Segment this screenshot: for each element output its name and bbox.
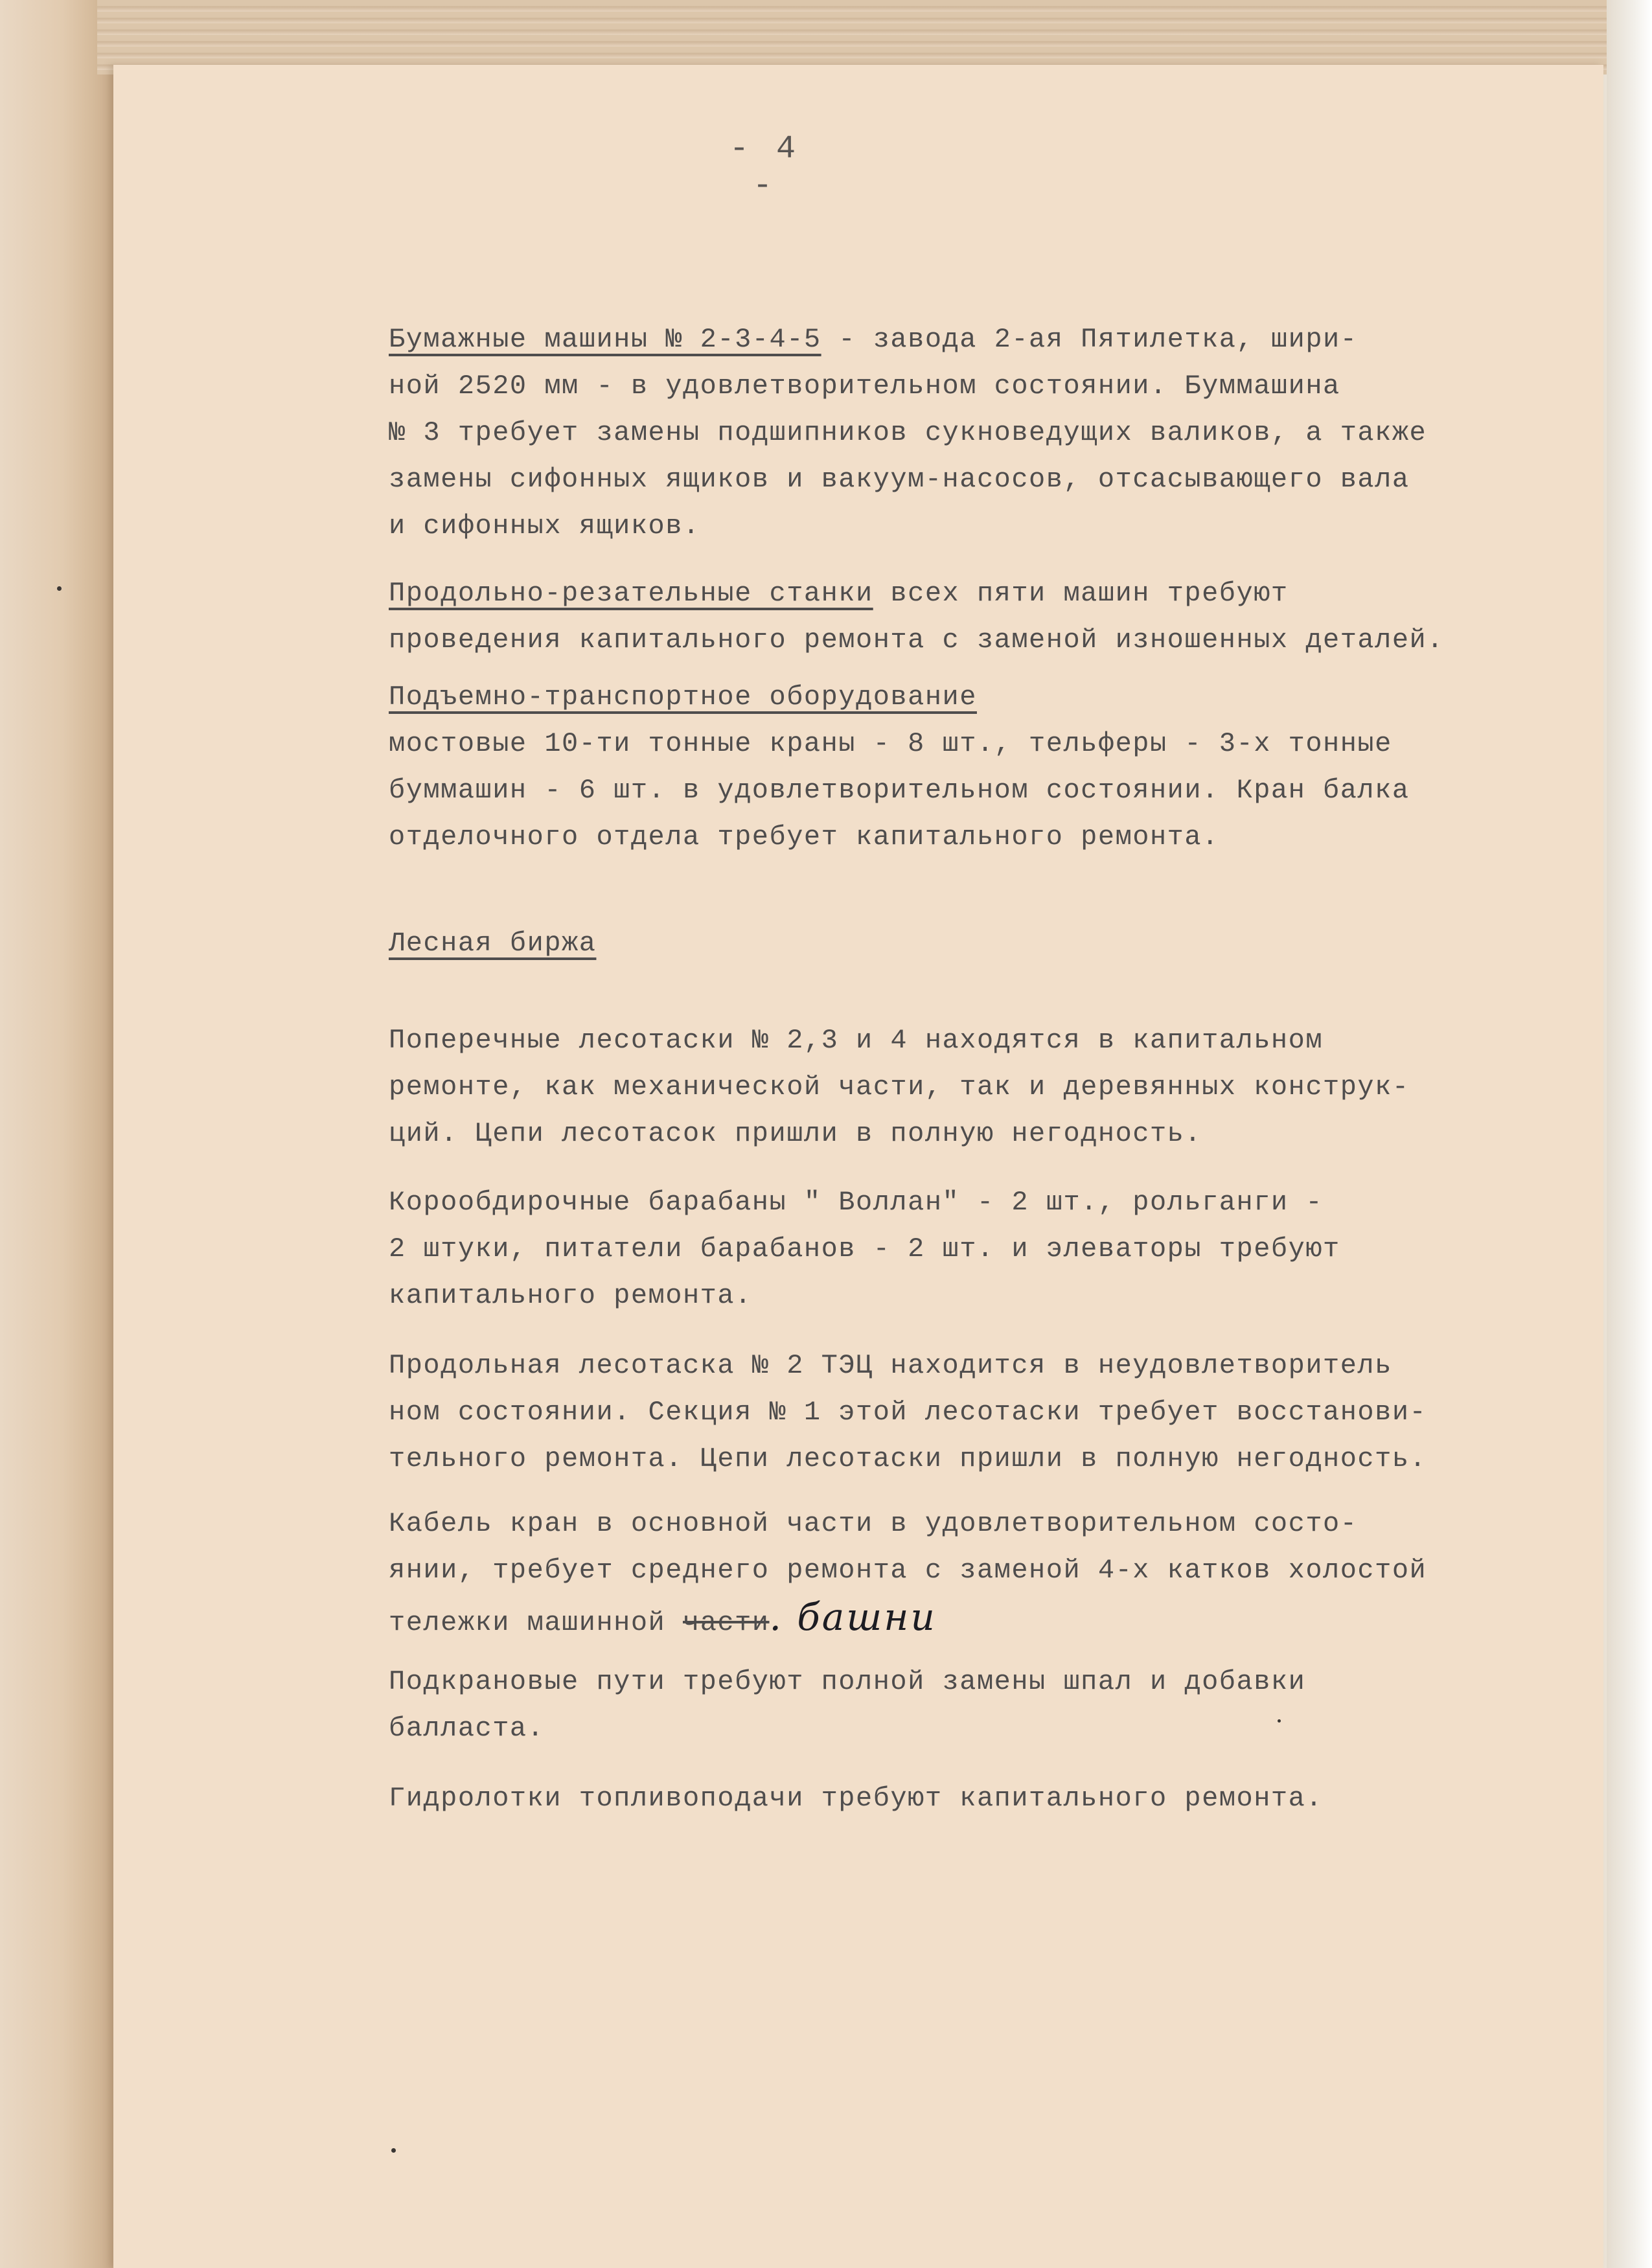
text-line: отделочного отдела требует капитального ремонта. xyxy=(389,821,1219,853)
section-heading: Продольно-резательные станки xyxy=(389,578,873,609)
paper-speck xyxy=(57,586,62,591)
handwritten-correction: . башни xyxy=(769,1595,937,1639)
text-line: проведения капитального ремонта с заменой изношенных деталей. xyxy=(389,624,1444,656)
paper-stack-top xyxy=(97,0,1607,74)
struck-word: части xyxy=(682,1607,770,1638)
text-line: янии, требует среднего ремонта с заменой 4-х катков холостой xyxy=(389,1555,1427,1586)
section-heading: Бумажные машины № 2-3-4-5 xyxy=(389,324,821,355)
text-line: Продольная лесотаска № 2 ТЭЦ находится в неудовлетворитель xyxy=(389,1350,1392,1381)
binding-edge xyxy=(0,0,113,2268)
scan-margin-right xyxy=(1607,0,1652,2268)
paragraph-lifting-equipment xyxy=(389,674,1607,860)
section-heading: Лесная биржа xyxy=(389,928,597,959)
text-line: буммашин - 6 шт. в удовлетворительном состоянии. Кран балка xyxy=(389,775,1410,806)
text-line: 2 штуки, питатели барабанов - 2 шт. и элеваторы требуют xyxy=(389,1233,1340,1265)
text-line: ремонте, как механической части, так и деревянных конструк- xyxy=(389,1071,1410,1103)
paper-speck xyxy=(391,2148,396,2153)
text-line: ном состоянии. Секция № 1 этой лесотаски требует восстанови- xyxy=(389,1397,1427,1428)
paragraph-debarking-drums xyxy=(389,1179,1607,1319)
text-line: ной 2520 мм - в удовлетворительном состоянии. Буммашина xyxy=(389,371,1340,402)
text-line: капитального ремонта. xyxy=(389,1280,752,1311)
line-text: тележки машинной xyxy=(389,1607,666,1638)
paragraph-timber-yard-heading xyxy=(389,920,1607,967)
text-line: балласта. xyxy=(389,1713,545,1744)
section-heading: Подъемно-транспортное оборудование xyxy=(389,682,977,713)
text-line xyxy=(389,674,1607,720)
text-line: № 3 требует замены подшипников сукноведущих валиков, а также xyxy=(389,417,1427,448)
paragraph-cross-conveyors xyxy=(389,1017,1607,1157)
text-line xyxy=(389,920,1607,967)
line-text: всех пяти машин требуют xyxy=(873,578,1289,609)
paragraph-hydraulic-chutes xyxy=(389,1775,1607,1822)
paragraph-cable-crane xyxy=(389,1500,1607,1640)
paragraph-slitting-machines xyxy=(389,570,1607,663)
text-line: мостовые 10-ти тонные краны - 8 шт., тельферы - 3-х тонные xyxy=(389,728,1392,759)
text-line: Кабель кран в основной части в удовлетворительном состо- xyxy=(389,1508,1358,1539)
text-line: и сифонных ящиков. xyxy=(389,510,700,542)
text-line: Корообдирочные барабаны " Воллан" - 2 шт., рольганги - xyxy=(389,1187,1324,1218)
paragraph-paper-machines xyxy=(389,316,1607,549)
text-line: тельного ремонта. Цепи лесотаски пришли в полную негодность. xyxy=(389,1443,1427,1474)
paragraph-crane-tracks xyxy=(389,1658,1607,1752)
text-line: Поперечные лесотаски № 2,3 и 4 находятся в капитальном xyxy=(389,1025,1324,1056)
text-line xyxy=(389,1594,1607,1640)
paper-speck xyxy=(1278,1719,1281,1723)
text-line xyxy=(389,316,1607,363)
text-line: Подкрановые пути требуют полной замены шпал и добавки xyxy=(389,1666,1306,1697)
text-line: ций. Цепи лесотасок пришли в полную негодность. xyxy=(389,1118,1202,1149)
line-text: - завода 2-ая Пятилетка, шири- xyxy=(821,324,1358,355)
text-line: Гидролотки топливоподачи требуют капитального ремонта. xyxy=(389,1783,1324,1814)
paragraph-longitudinal-conveyor xyxy=(389,1342,1607,1482)
page-number: - 4 - xyxy=(729,131,799,205)
text-line: замены сифонных ящиков и вакуум-насосов, отсасывающего вала xyxy=(389,464,1410,495)
text-line xyxy=(389,570,1607,617)
